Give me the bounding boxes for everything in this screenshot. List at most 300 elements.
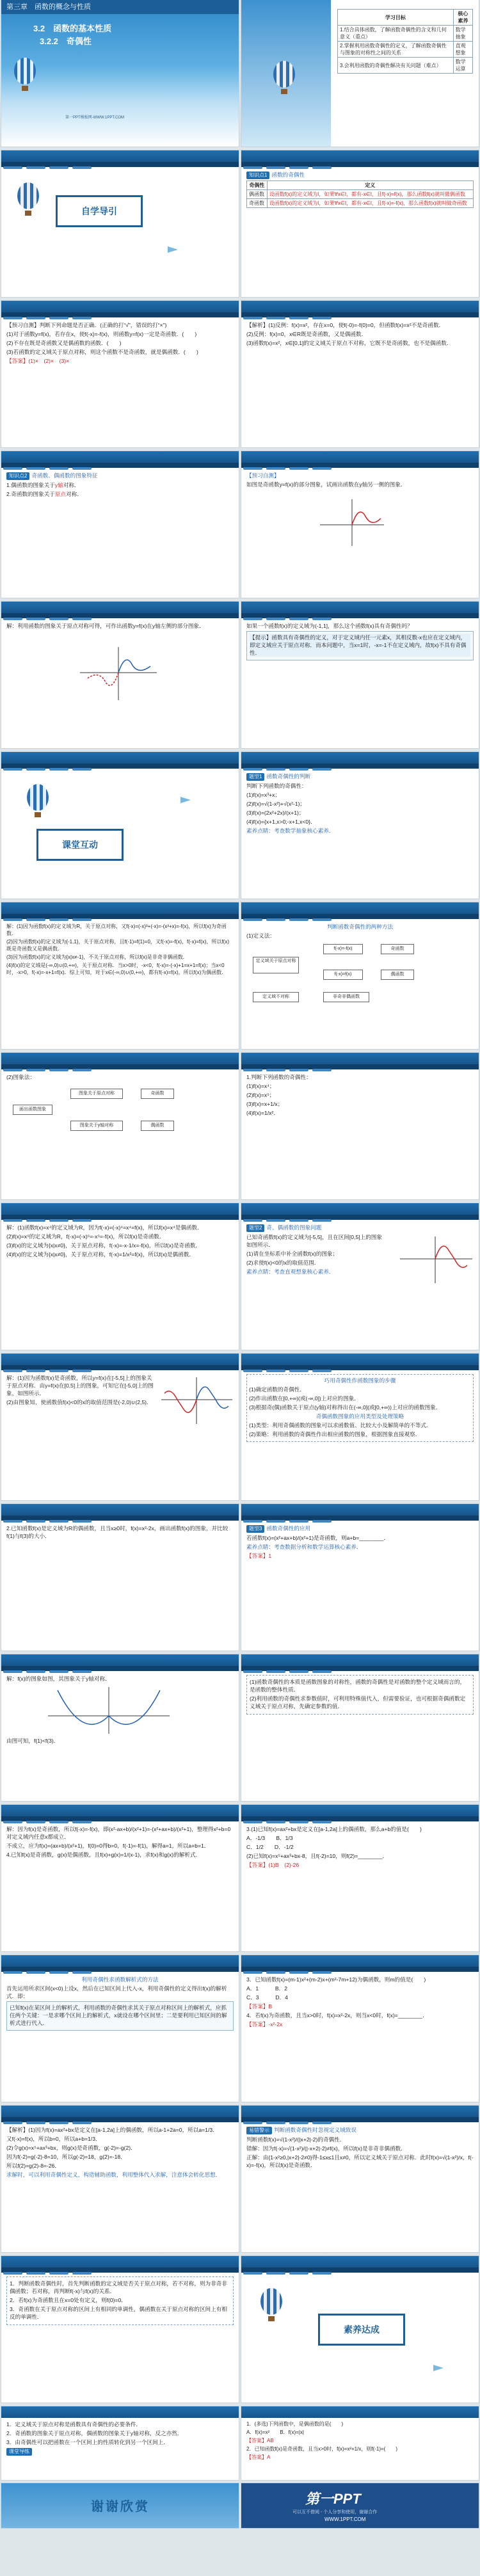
slide-nav — [1, 463, 239, 468]
row-10 — [0, 1354, 480, 1500]
slide-topbar — [241, 1354, 479, 1365]
analysis-line-2: (2)反例：f(x)=0，x∈R既是奇函数，又是偶函数． — [246, 331, 367, 337]
lit-1: 数学抽象 — [453, 26, 472, 42]
practice3-content — [246, 1825, 474, 1947]
type3-question: 若函数f(x)=(x²+ax+b)/(x²+1)是奇函数，则a+b=________． — [246, 1535, 390, 1541]
expression-method-content — [6, 1976, 234, 2097]
type1-item-1: (1)f(x)=x³+x； — [246, 792, 280, 798]
self-study-title: 自学导引 — [56, 195, 143, 227]
slide-type3[interactable] — [241, 1504, 479, 1651]
warning-tag-text: 判断函数奇偶性时忽视定义域致误 — [274, 2127, 356, 2133]
row-15 — [0, 2106, 480, 2252]
slide-topbar — [241, 1203, 479, 1215]
row-11 — [0, 1504, 480, 1651]
slide-topbar — [1, 1654, 239, 1666]
slide-topbar — [241, 1654, 479, 1666]
row-16 — [0, 2256, 480, 2403]
flow-y-axis-symmetric: 图象关于y轴对称 — [70, 1121, 123, 1131]
preview-line-1: 【预习自测】判断下列命题是否正确．(正确的打“√”，错误的打“×”) — [6, 322, 167, 328]
flow-draw-graph: 画出函数图象 — [13, 1105, 52, 1115]
type2-line-2: (1)请在坐标系中补全函数f(x)的图象； — [246, 1251, 339, 1257]
row-7 — [0, 902, 480, 1049]
objectives-panel — [337, 9, 473, 131]
row-14 — [0, 1955, 480, 2102]
slide-topbar — [241, 1955, 479, 1967]
cp-answer-2: 【答案】A — [246, 2454, 271, 2460]
type1-sol-2: (2)因为函数f(x)的定义域为{-1,1}，关于原点对称，且f(-1)=f(1)=0，又f(-x)=-f(x)，f(-x)=f(x)，所以f(x)既是奇函数又是偶函数． — [6, 939, 230, 952]
slide-topbar — [241, 1504, 479, 1516]
think-hint: 【提示】函数具有奇偶性的定义，对于定义域内任一元素x，其相反数-x也应在定义域内，即定义域应关于原点对称．而本问题中，当x=1时，-x=-1不在定义域内，故f(x)不具有奇偶性． — [250, 634, 470, 657]
takeaway-3: 3．由奇偶性可以把函数在一个区间上的性质转化到另一个区间上． — [6, 2439, 169, 2445]
practice1-item-3: (3)f(x)=x+1/x； — [246, 1101, 284, 1107]
slide-topbar — [1, 902, 239, 914]
row-3 — [0, 301, 480, 447]
slide-type3-solution[interactable] — [1, 1805, 239, 1951]
analysis-line-3: (3)函数f(x)=x²，x∈[0,1]的定义域关于原点不对称，它既不是奇函数，也不是偶函数． — [246, 340, 452, 346]
slide-type1[interactable] — [241, 752, 479, 899]
odd-name: 奇函数 — [247, 199, 268, 208]
summary-point-3: 3．奇函数在关于原点对称的区间上有相同的单调性，偶函数在关于原点对称的区间上有相反的单调性． — [10, 2306, 227, 2320]
flow-odd-result: 奇函数 — [381, 944, 414, 954]
slide-nav — [241, 1816, 479, 1821]
slide-practice2[interactable] — [1, 1504, 239, 1651]
summary-point-1: 1．判断函数奇偶性时，首先判断函数的定义域是否关于原点对称，若不对称，则为非奇非偶函数；若对称，再判断f(-x)与f(x)的关系． — [10, 2280, 227, 2294]
think-content — [246, 622, 474, 744]
cp-line-1: 1．(多选)下列函数中，是偶函数的是( ) — [246, 2421, 344, 2427]
type1-sol-1: 解：(1)因为函数f(x)的定义域为R，关于原点对称，又f(-x)=(-x)³+(-x)=-(x³+x)=-f(x)，所以f(x)为奇函数． — [6, 924, 227, 936]
graph-app-title: 奇偶函数图象的应用类型及处理策略 — [316, 1413, 404, 1420]
slide-topbar — [1, 1805, 239, 1816]
hot-air-balloon-icon — [17, 182, 39, 209]
goal-2: 2.掌握利用函数奇偶性的定义，了解函数奇偶性与图象的对称性之间的关系 — [338, 42, 454, 58]
slide-nav — [241, 2117, 479, 2122]
slide-nav — [241, 914, 479, 919]
odd-def: 设函数f(x)的定义域为I，如果∀x∈I，都有-x∈I，且f(-x)=-f(x)，那么函数f(x)就叫做奇函数 — [267, 199, 473, 208]
row-9 — [0, 1203, 480, 1350]
slide-nav — [1, 1967, 239, 1972]
slide-topbar — [1, 1053, 239, 1064]
slide-nav — [241, 1967, 479, 1972]
method-1-label: (1)定义法： — [246, 932, 275, 939]
slide-graph-steps[interactable] — [241, 1354, 479, 1500]
slide-preview-graph[interactable] — [241, 451, 479, 598]
slide-topbar — [241, 602, 479, 613]
practice1-item-1: (1)f(x)=x⁴； — [246, 1083, 275, 1089]
slide-nav — [241, 613, 479, 618]
practice3-line-4: (2)已知f(x)=x⁵+ax³+bx-8，且f(-2)=10，则f(2)=________． — [246, 1853, 388, 1859]
parity-notes-box — [246, 1675, 474, 1715]
slide-nav — [241, 162, 479, 167]
graph-steps-content — [246, 1374, 474, 1496]
slide-literacy[interactable] — [241, 2256, 479, 2403]
slide-brand[interactable] — [241, 2483, 479, 2528]
error-warning-content — [246, 2126, 474, 2248]
type2-graph — [397, 1233, 474, 1284]
type1-sol-4: (4)f(x)的定义域是(-∞,0)∪(0,+∞)，关于原点对称．当x>0时，-x<0，f(-x)=-(-x)+1=x+1=f(x)；当x<0时，-x>0，f(-x)=-x+1=f(x)．综上可知，对于x∈(-∞,0)∪(0,+∞)，都有f(-x)=f(x)，所以f(x)为偶函数． — [6, 963, 227, 975]
practice2-sol: 解：f(x)的图象如图，其图象关于y轴对称． — [6, 1676, 111, 1682]
think-hint-box — [246, 631, 474, 660]
preview-answer: 【答案】(1)× (2)× (3)× — [6, 358, 70, 364]
slide-topbar — [241, 301, 479, 312]
cp-line-5: 2．已知函数f(x)是奇函数，且当x>0时，f(x)=x²+1/x，则f(-1)=( ) — [246, 2446, 398, 2452]
brand-site: WWW.1PPT.COM — [324, 2516, 366, 2522]
expression-method-note: 已知f(x)在某区间上的解析式，利用函数的奇偶性求其关于原点对称区间上的解析式，应抓住两个关键：一是求哪个区间上的解析式，x就设在哪个区间里；二是要利用已知区间的解析式进行代入． — [10, 2004, 227, 2026]
slide-practice2-solution[interactable] — [1, 1654, 239, 1801]
type1-content — [246, 772, 474, 894]
paper-plane-icon — [433, 2365, 444, 2371]
slide-practice3-analysis[interactable] — [1, 2106, 239, 2252]
literacy-title: 素养达成 — [318, 2314, 405, 2346]
practice1-item-4: (4)f(x)=1/x²． — [246, 1110, 279, 1116]
slide-graph-features[interactable] — [1, 451, 239, 598]
row-6 — [0, 752, 480, 899]
graph-step-3: (3)根据奇(偶)函数关于原点(y轴)对称得出在(-∞,0](或[0,+∞))上对应的函数图象． — [249, 1404, 442, 1411]
slide-think[interactable] — [241, 602, 479, 748]
feature-2-label: 2.奇函数的图象关于 — [6, 491, 55, 497]
practice2-question: 2.已知函数f(x)是定义域为R的偶函数，且当x≥0时，f(x)=x²-2x，画出函数f(x)的图象，并比较f(1)与f(3)的大小． — [6, 1525, 228, 1539]
slide-nav — [1, 764, 239, 769]
hot-air-balloon-icon — [260, 2288, 282, 2315]
practice3-line-3: C．1/2 D．-1/2 — [246, 1844, 294, 1850]
lit-3: 数学运算 — [453, 58, 472, 74]
preview-graph-content — [246, 472, 474, 593]
slide-preview-analysis[interactable] — [241, 301, 479, 447]
type1-question: 判断下列函数的奇偶性： — [246, 783, 307, 789]
flow-odd-condition: f(-x)=-f(x) — [323, 944, 363, 954]
type2-full-graph — [160, 1374, 234, 1425]
preview-content — [6, 321, 234, 443]
practice3-answer: 【答案】(1)B (2)-26 — [246, 1862, 300, 1868]
slide-objectives[interactable] — [241, 0, 479, 147]
slide-topbar — [1, 1203, 239, 1215]
slide-practice1-solution[interactable] — [1, 1203, 239, 1350]
slide-parity-methods[interactable] — [241, 902, 479, 1049]
brand-subtitle: 可以互不借阅 - 个人分享和使用，谢谢合作 — [292, 2510, 378, 2515]
analysis-line-1: 【解析】(1)反例：f(x)=x²，存在x=0，使f(-0)=-f(0)=0，但函数f(x)=x²不是奇函数． — [246, 322, 445, 328]
slide-topbar — [241, 451, 479, 463]
type3-content — [246, 1524, 474, 1646]
slide-type2[interactable] — [241, 1203, 479, 1350]
type1-item-4: (4)f(x)={x+1,x>0;-x+1,x<0}． — [246, 819, 316, 825]
type1-note: 素养点睛：考查数学抽象核心素养． — [246, 828, 335, 834]
row-1 — [0, 0, 480, 147]
methods-title: 判断函数奇偶性的两种方法 — [326, 924, 394, 930]
flow-even-condition: f(-x)=f(x) — [323, 970, 363, 980]
row-4 — [0, 451, 480, 598]
type3-solution-content — [6, 1825, 234, 1947]
graph-app-1: (1)类型：利用奇偶函数的图象可以求函数值、比较大小及解简单的不等式． — [249, 1422, 432, 1428]
slide-nav — [241, 1215, 479, 1220]
slide-nav — [241, 1365, 479, 1370]
takeaway-2: 2．奇函数的图象关于原点对称，偶函数的图象关于y轴对称，反之亦然． — [6, 2430, 183, 2436]
slide-topbar — [241, 150, 479, 162]
practice1-sol-4: (4)f(x)的定义域为{x|x≠0}，关于原点对称，f(-x)=1/x²=f(x)，所以f(x)是偶函数． — [6, 1251, 195, 1258]
practice2-solution-content — [6, 1675, 234, 1796]
type-tag-text: 函数奇偶性的应用 — [266, 1525, 311, 1532]
type3-sol-1: 解：因为f(x)是奇函数，所以f(-x)=-f(x)，即(x²-ax+b)/(x²+1)=-(x²+ax+b)/(x²+1)，整理得x²+b=0对定义域内任意x都成立． — [6, 1826, 231, 1840]
practice2-content — [6, 1524, 234, 1646]
slide-topbar — [241, 1053, 479, 1064]
knowledge-tag: 知识点1 — [246, 172, 269, 179]
paper-plane-icon — [168, 246, 178, 253]
lesson-title: 3.2.2 奇偶性 — [40, 36, 92, 46]
class-interaction-title: 课堂互动 — [36, 829, 124, 861]
paper-plane-icon — [180, 797, 191, 803]
slide-topbar — [1, 602, 239, 613]
practice1-item-2: (2)f(x)=x⁵； — [246, 1092, 275, 1098]
slide-graph-method[interactable] — [1, 1053, 239, 1199]
flow-domain-asymmetric: 定义域不对称 — [253, 992, 299, 1002]
cp-answer-1: 【答案】AB — [246, 2438, 274, 2444]
even-function-graph — [45, 1684, 173, 1735]
slide-nav — [241, 1516, 479, 1521]
parity-def-table — [246, 180, 474, 208]
graph-step-2: (2)作出函数在[0,+∞)(或(-∞,0])上对应的图象． — [249, 1395, 360, 1402]
slide-topbar — [1, 1354, 239, 1365]
even-def: 设函数f(x)的定义域为I，如果∀x∈I，都有-x∈I，且f(-x)=f(x)，那么函数f(x)就叫做偶函数 — [267, 190, 473, 199]
warning-right: 正解：由{1-x²≥0,|x+2|-2≠0}得-1≤x≤1且x≠0，所以定义域关于原点对称．此时f(x)=√(1-x²)/x，f(-x)=-f(x)，所以f(x)是奇函数． — [246, 2154, 474, 2168]
row-5 — [0, 602, 480, 748]
key-takeaways-content — [6, 2420, 234, 2478]
graph-features-content — [6, 472, 234, 593]
parity-def-content — [246, 171, 474, 292]
graph-step-1: (1)确定函数的奇偶性． — [249, 1386, 305, 1393]
preview-graph-question: 如图是奇函数y=f(x)的部分图象，试画出函数在y轴另一侧的图象． — [246, 481, 406, 488]
type1-solution-content — [6, 923, 234, 1044]
type3-answer: 【答案】1 — [246, 1553, 272, 1559]
practice4-line-1: 3．已知函数f(x)=(m-1)x²+(m-2)x+(m²-7m+12)为偶函数，则m的值是( ) — [246, 1976, 426, 1983]
slide-topbar — [241, 2106, 479, 2117]
slide-nav — [1, 312, 239, 317]
knowledge-tag-text: 函数的奇偶性 — [271, 172, 305, 178]
slide-type1-solution[interactable] — [1, 902, 239, 1049]
type1-item-3: (3)f(x)=(2x²+2x)/(x+1)； — [246, 810, 305, 816]
slide-nav — [1, 162, 239, 167]
feature-2-end: 对称． — [66, 491, 83, 497]
practice1-sol-2: (2)f(x)=x⁵的定义域为R，f(-x)=(-x)⁵=-x⁵=-f(x)，所以f(x)是奇函数． — [6, 1233, 165, 1240]
row-2 — [0, 150, 480, 297]
feature-1-answer: y轴 — [54, 482, 63, 488]
type2-sol-2: (2)由图象知，使函数值f(x)<0的x的取值范围是(-2,0)∪(2,5)． — [6, 1399, 152, 1405]
brand-logo: 第一PPT — [305, 2491, 361, 2507]
flow-even-result: 偶函数 — [381, 970, 414, 980]
type3-note: 素养点睛：考查数据分析和数学运算核心素养． — [246, 1544, 362, 1550]
slide-practice4[interactable] — [241, 1955, 479, 2102]
p3-analysis-4: 因为f(-2)=g(-2)-8=10，所以g(-2)=18，g(2)=-18． — [6, 2154, 126, 2160]
section-title: 3.2 函数的基本性质 — [33, 24, 112, 33]
slide-nav — [1, 1365, 239, 1370]
methods-content — [246, 923, 474, 1044]
slide-topbar — [241, 2406, 479, 2418]
type2-solution-content — [6, 1374, 234, 1496]
partial-odd-graph — [317, 496, 387, 547]
slide-topbar — [1, 1955, 239, 1967]
cp-line-2: A．f(x)=x² B．f(x)=|x| — [246, 2429, 304, 2435]
practice3-analysis-content — [6, 2126, 234, 2248]
practice4-line-5: 4．若f(x)为奇函数，且当x>0时，f(x)=x²-2x，则当x<0时，f(x)=________． — [246, 2012, 428, 2019]
flow-origin-symmetric: 图象关于原点对称 — [70, 1089, 123, 1099]
type-tag: 题型3 — [246, 1525, 264, 1533]
slide-nav — [1, 1516, 239, 1521]
slide-nav — [241, 1666, 479, 1671]
graph-steps-title: 巧用奇偶性作函数图象的步骤 — [324, 1377, 396, 1384]
type2-note: 素养点睛：考查直观想象核心素养． — [246, 1268, 335, 1275]
graph-app-2: (2)策略：利用函数的奇偶性作出相应函数的图象，根据图象直接观察． — [249, 1431, 421, 1437]
slide-topbar — [1, 301, 239, 312]
slide-topbar — [241, 2256, 479, 2268]
practice4-answer-2: 【答案】-x²-2x — [246, 2021, 283, 2028]
slide-type2-solution[interactable] — [1, 1354, 239, 1500]
feature-2-answer: 原点 — [54, 491, 67, 497]
slide-preview-check[interactable] — [1, 301, 239, 447]
slide-expression-method[interactable] — [1, 1955, 239, 2102]
p3-analysis-3: (2)令g(x)=x⁵+ax³+bx，则g(x)是奇函数，g(-2)=-g(2)． — [6, 2145, 136, 2151]
cover-title — [33, 22, 111, 48]
slide-summary-points[interactable] — [1, 2256, 239, 2403]
type2-line-1: 已知奇函数f(x)的定义域为[-5,5]，且在区间[0,5]上的图象如图所示． — [246, 1234, 382, 1248]
expression-method-title: 利用奇偶性求函数解析式的方法 — [81, 1976, 159, 1983]
slide-topbar — [241, 1805, 479, 1816]
slide-self-study[interactable] — [1, 150, 239, 297]
warning-question: 判断函数f(x)=√(1-x²)/(|x+2|-2)的奇偶性． — [246, 2136, 346, 2143]
slide-topbar — [1, 2256, 239, 2268]
definition-flowchart — [246, 941, 474, 1011]
slide-topbar — [1, 2106, 239, 2117]
warning-wrong: 错解：因为f(-x)=√(1-x²)/(|-x+2|-2)≠f(x)，所以f(x)是非奇非偶函数． — [246, 2145, 406, 2152]
th-goal: 学习目标 — [338, 10, 454, 26]
objectives-table — [337, 9, 473, 74]
graph-steps-box — [246, 1374, 474, 1442]
slide-nav — [1, 613, 239, 618]
slide-key-takeaways[interactable] — [1, 2406, 239, 2480]
type1-sol-3: (3)因为函数f(x)的定义域为{x|x≠-1}，不关于原点对称，所以f(x)是非奇非偶函数． — [6, 954, 188, 960]
slide-error-warning[interactable] — [241, 2106, 479, 2252]
even-name: 偶函数 — [247, 190, 268, 199]
p3-analysis-2: 又f(-x)=f(x)，所以b=0，所以a+b=1/3． — [6, 2136, 101, 2142]
slide-practice1[interactable] — [241, 1053, 479, 1199]
slide-topbar — [1, 451, 239, 463]
slide-graph-solution[interactable] — [1, 602, 239, 748]
slide-practice3[interactable] — [241, 1805, 479, 1951]
slide-parity-definition[interactable] — [241, 150, 479, 297]
practice4-line-3: C．3 D．4 — [246, 1994, 288, 2001]
practice2-result: 由图可知，f(1)<f(3)． — [6, 1738, 60, 1744]
goal-3: 3.会利用函数的奇偶性解决有关问题（难点） — [338, 58, 454, 74]
type-tag: 题型1 — [246, 773, 264, 781]
full-odd-graph — [77, 644, 160, 701]
graph-flowchart — [6, 1082, 234, 1146]
slide-topbar — [241, 752, 479, 764]
preview-line-4: (3)若函数的定义域关于原点对称，则这个函数不是奇函数，就是偶函数．( ) — [6, 349, 198, 355]
summary-box — [6, 2276, 234, 2325]
row-8 — [0, 1053, 480, 1199]
row-13 — [0, 1805, 480, 1951]
preview-line-2: (1)对于函数y=f(x)，若存在x，使f(-x)=-f(x)，则函数y=f(x)一定是奇函数．( ) — [6, 331, 197, 337]
type1-item-2: (2)f(x)=√(1-x²)+√(x²-1)； — [246, 801, 306, 807]
summary-point-2: 2．若f(x)为奇函数且在x=0处有定义，则f(0)=0． — [10, 2297, 127, 2303]
th-literacy: 核心素养 — [453, 10, 472, 26]
thanks-title: 谢谢欣赏 — [91, 2500, 150, 2514]
hot-air-balloon-icon — [273, 61, 295, 88]
practice4-line-2: A．1 B．2 — [246, 1985, 287, 1992]
type3-sol-2: 不成立，应为f(x)=(ax+b)/(x²+1)，f(0)=0得b=0，f(-1)=-f(1)，解得a=1，所以a+b=1． — [6, 1843, 210, 1849]
chapter-banner: 第三章 函数的概念与性质 — [1, 0, 239, 14]
graph-solution-text: 解：利用函数的图象关于原点对称可得，可作出函数y=f(x)在y轴左侧的部分图象． — [6, 623, 205, 629]
slide-nav — [1, 1215, 239, 1220]
class-practice-content — [246, 2420, 474, 2478]
practice1-sol-1: 解：(1)函数f(x)=x⁴的定义域为R，因为f(-x)=(-x)⁴=x⁴=f(x)，所以f(x)=x⁴是偶函数． — [6, 1224, 203, 1231]
slide-nav — [1, 2117, 239, 2122]
practice1-sol-3: (3)f(x)的定义域为{x|x≠0}，关于原点对称，f(-x)=-x-1/x=-f(x)，所以f(x)是奇函数． — [6, 1242, 201, 1249]
preview-line-3: (2)不存在既是奇函数又是偶函数的函数．( ) — [6, 340, 122, 346]
th-def: 定义 — [267, 181, 473, 190]
slide-parity-notes[interactable] — [241, 1654, 479, 1801]
slide-class-practice[interactable] — [241, 2406, 479, 2480]
parity-note-1: (1)函数奇偶性的本质是函数图象的对称性，函数的奇偶性是对函数的整个定义域而言的，是函数的整体性质． — [250, 1679, 466, 1693]
slide-thanks[interactable] — [1, 2483, 239, 2528]
slide-nav — [241, 463, 479, 468]
parity-notes-content — [246, 1675, 474, 1796]
type2-sol-1: 解：(1)因为函数f(x)是奇函数，所以y=f(x)在[-5,5]上的图象关于原点对称．由y=f(x)在[0,5]上的图象，可知它在[-5,0]上的图象，如图所示． — [6, 1375, 154, 1396]
knowledge-tag-text: 奇函数、偶函数的图象特征 — [31, 472, 98, 479]
hot-air-balloon-icon — [27, 784, 49, 811]
type2-content — [246, 1224, 474, 1345]
method-2-label: (2)图象法： — [6, 1074, 35, 1080]
type-tag-text: 函数奇偶性的判断 — [266, 773, 311, 780]
hot-air-balloon-icon — [14, 58, 36, 84]
flow-domain-symmetric: 定义域关于原点对称 — [253, 957, 299, 973]
slide-topbar — [241, 902, 479, 914]
flow-graph-odd: 奇函数 — [141, 1089, 174, 1099]
slide-topbar — [1, 752, 239, 764]
p3-analysis-note: 求解时，可以利用奇偶性定义，构造辅助函数，利用整体代入求解，注意体会转化思想． — [6, 2172, 221, 2178]
p3-analysis-5: 所以f(2)=g(2)-8=-26． — [6, 2163, 61, 2169]
slide-nav — [241, 312, 479, 317]
knowledge-tag: 知识点2 — [6, 472, 29, 480]
slide-nav — [1, 2268, 239, 2273]
lit-2: 直观想象 — [453, 42, 472, 58]
template-footer: 第一PPT模板网-WWW.1PPT.COM — [65, 116, 124, 120]
type-tag-text: 奇、偶函数的图象问题 — [266, 1224, 322, 1231]
slide-nav — [1, 1064, 239, 1069]
p3-analysis-1: 【解析】(1)因为f(x)=ax²+bx是定义在[a-1,2a]上的偶函数，所以a-1+2a=0，所以a=1/3． — [6, 2127, 218, 2133]
row-12 — [0, 1654, 480, 1801]
slide-nav — [241, 1064, 479, 1069]
slide-topbar — [1, 150, 239, 162]
slide-topbar — [1, 2406, 239, 2418]
practice1-content — [246, 1073, 474, 1195]
expression-method-box — [6, 2001, 234, 2031]
type-tag: 题型2 — [246, 1224, 264, 1232]
type3-sol-3: 4.已知f(x)是奇函数，g(x)是偶函数，且f(x)+g(x)=1/(x-1)，求f(x)和g(x)的解析式． — [6, 1852, 202, 1858]
practice1-solution-content — [6, 1224, 234, 1345]
slide-class-interaction[interactable] — [1, 752, 239, 899]
practice4-content — [246, 1976, 474, 2097]
practice-tag: 课堂导练 — [6, 2448, 32, 2456]
takeaway-1: 1．定义域关于原点对称是函数具有奇偶性的必要条件． — [6, 2421, 142, 2428]
slide-nav — [1, 914, 239, 919]
practice3-line-2: A．-1/3 B．1/3 — [246, 1835, 293, 1841]
practice3-line-1: 3.(1)已知f(x)=ax²+bx是定义在[a-1,2a]上的偶函数，那么a+b的值是( ) — [246, 1826, 422, 1832]
flow-neither-result: 非奇非偶函数 — [323, 992, 369, 1002]
feature-1-end: 对称． — [63, 482, 80, 488]
slide-nav — [1, 1816, 239, 1821]
slide-cover[interactable] — [1, 0, 239, 147]
graph-solution-content — [6, 622, 234, 744]
practice1-title: 1.判断下列函数的奇偶性： — [246, 1074, 312, 1080]
graph-method-content — [6, 1073, 234, 1195]
preview-graph-title: 【预习自测】 — [246, 472, 280, 479]
